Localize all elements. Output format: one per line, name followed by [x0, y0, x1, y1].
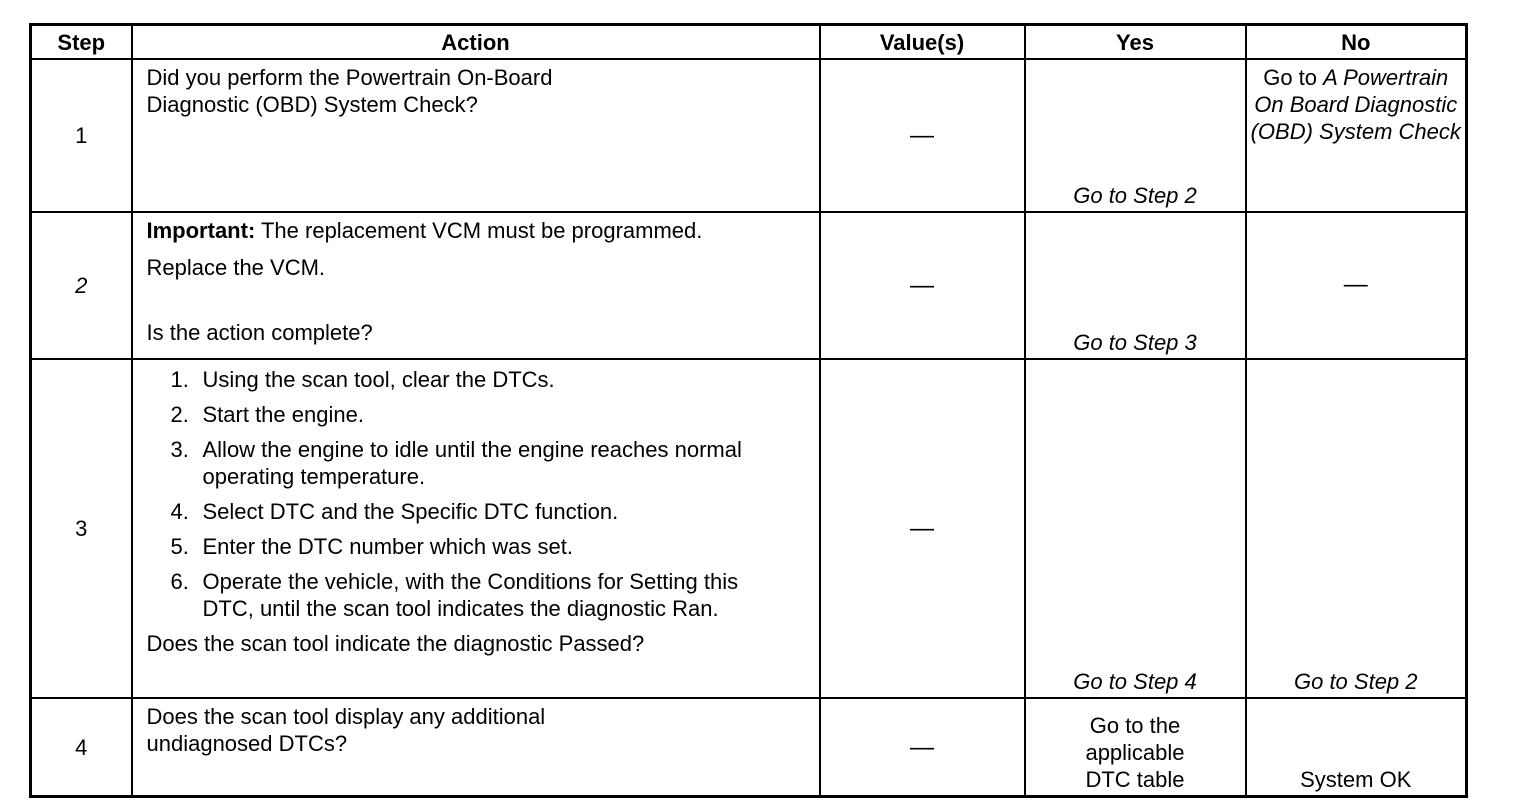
yes-cell	[1025, 212, 1246, 359]
yes-cell	[1025, 59, 1246, 212]
header-values: Value(s)	[820, 25, 1025, 60]
no-cell	[1246, 698, 1467, 797]
action-cell	[132, 359, 820, 698]
substep-number: 4.	[170, 499, 189, 524]
yes-cell	[1025, 698, 1246, 797]
no-goto-link[interactable]: A Powertrain On Board Diagnostic (OBD) System Check	[1250, 65, 1461, 144]
action-line: Replace the VCM.	[146, 255, 326, 280]
important-text: The replacement VCM must be programmed.	[260, 218, 703, 243]
action-text: Does the scan tool display any additional undiagnosed DTCs?	[146, 704, 546, 756]
action-text: Did you perform the Powertrain On-Board Diagnostic (OBD) System Check?	[146, 65, 553, 117]
table-row	[31, 359, 1467, 698]
header-no: No	[1246, 25, 1467, 60]
step-number: 3	[31, 359, 132, 698]
list-item	[171, 401, 807, 428]
yes-goto-link[interactable]: Go to Step 4	[1073, 669, 1197, 694]
header-yes: Yes	[1025, 25, 1246, 60]
substep-text: Using the scan tool, clear the DTCs.	[202, 367, 555, 392]
substep-number: 2.	[170, 402, 189, 427]
action-cell	[132, 212, 820, 359]
substep-text: Start the engine.	[202, 402, 364, 427]
no-cell	[1246, 59, 1467, 212]
list-item	[171, 366, 807, 393]
substep-text: Select DTC and the Specific DTC function.	[202, 499, 619, 524]
substep-text: Allow the engine to idle until the engine reaches normal operating temperature.	[202, 437, 742, 489]
table-row	[31, 698, 1467, 797]
no-cell	[1246, 212, 1467, 359]
step-number: 2	[31, 212, 132, 359]
value-dash: —	[910, 515, 934, 542]
value-dash: —	[910, 733, 934, 761]
yes-cell	[1025, 359, 1246, 698]
substep-number: 3.	[170, 437, 189, 462]
value-dash: —	[910, 122, 934, 149]
table-row	[31, 212, 1467, 359]
substep-number: 5.	[170, 534, 189, 559]
list-item	[171, 568, 793, 622]
substep-number: 6.	[170, 569, 189, 594]
step-number: 4	[31, 698, 132, 797]
header-row	[31, 25, 1467, 60]
substep-text: Operate the vehicle, with the Conditions for Setting this DTC, until the scan tool indicates the diagnostic Ran.	[202, 569, 739, 621]
important-note	[147, 217, 807, 244]
action-question: Is the action complete?	[146, 320, 373, 345]
value-cell	[820, 359, 1025, 698]
no-goto-link[interactable]: Go to Step 2	[1293, 669, 1418, 694]
value-dash: —	[910, 272, 934, 299]
diagnostic-table	[29, 23, 1468, 798]
no-prefix: Go to	[1263, 65, 1318, 90]
list-item	[171, 533, 807, 560]
action-cell	[132, 59, 820, 212]
value-cell	[820, 698, 1025, 797]
header-step: Step	[31, 25, 132, 60]
list-item	[171, 436, 763, 490]
table-row	[31, 59, 1467, 212]
yes-goto-link[interactable]: Go to the applicable DTC table	[1085, 713, 1185, 792]
header-action: Action	[132, 25, 820, 60]
value-cell	[820, 59, 1025, 212]
action-question: Does the scan tool indicate the diagnostic Passed?	[146, 631, 645, 656]
no-cell	[1246, 359, 1467, 698]
no-result: System OK	[1300, 767, 1412, 792]
action-cell	[132, 698, 820, 797]
substep-number: 1.	[170, 367, 189, 392]
substep-text: Enter the DTC number which was set.	[202, 534, 573, 559]
step-number: 1	[31, 59, 132, 212]
yes-goto-link[interactable]: Go to Step 2	[1073, 183, 1197, 208]
substep-list	[147, 366, 807, 622]
list-item	[171, 498, 807, 525]
yes-goto-link[interactable]: Go to Step 3	[1073, 330, 1197, 355]
no-dash: —	[1343, 271, 1368, 298]
important-label: Important:	[146, 218, 256, 243]
value-cell	[820, 212, 1025, 359]
